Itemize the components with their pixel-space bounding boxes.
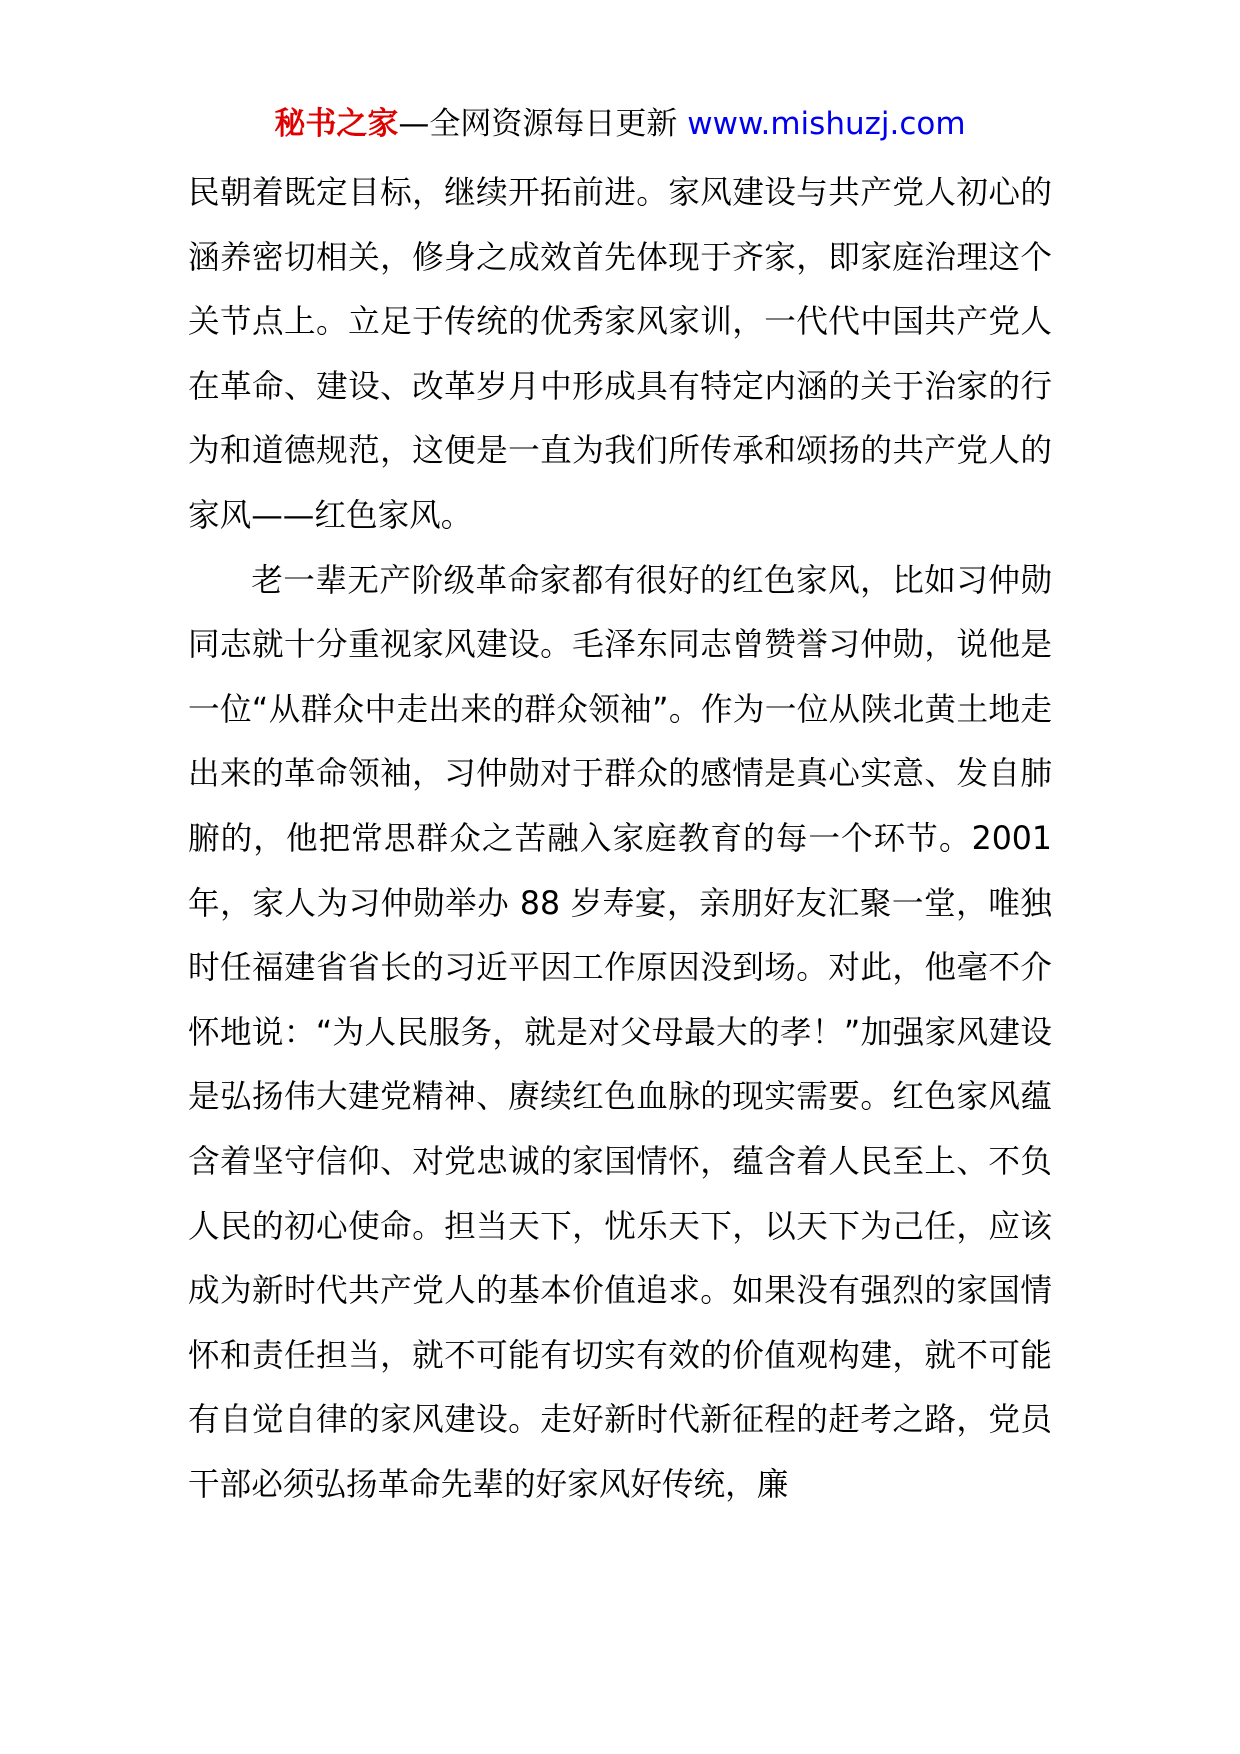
paragraph-1: 民朝着既定目标，继续开拓前进。家风建设与共产党人初心的涵养密切相关，修身之成效首先体现于齐家，即家庭治理这个关节点上。立足于传统的优秀家风家训，一代代中国共产党人在革命、建设、改革岁月中形成具有特定内涵的关于治家的行为和道德规范，这便是一直为我们所传承和颂扬的共产党人的家风——红色家风。 (188, 175, 1052, 534)
page-header (0, 102, 1240, 146)
paragraph-2: 老一辈无产阶级革命家都有很好的红色家风，比如习仲勋同志就十分重视家风建设。毛泽东同志曾赞誉习仲勋，说他是一位“从群众中走出来的群众领袖”。作为一位从陕北黄土地走出来的革命领袖，习仲勋对于群众的感情是真心实意、发自肺腑的，他把常思群众之苦融入家庭教育的每一个环节。2001 年，家人为习仲勋举办 88 岁寿宴，亲朋好友汇聚一堂，唯独时任福建省省长的习近平因工作原因没到场。对此，他毫不介怀地说：“为人民服务，就是对父母最大的孝！”加强家风建设是弘扬伟大建党精神、赓续红色血脉的现实需要。红色家风蕴含着坚守信仰、对党忠诚的家国情怀，蕴含着人民至上、不负人民的初心使命。担当天下，忧乐天下，以天下为己任，应该成为新时代共产党人的基本价值追求。如果没有强烈的家国情怀和责任担当，就不可能有切实有效的价值观构建，就不可能有自觉自律的家风建设。走好新时代新征程的赶考之路，党员干部必须弘扬革命先辈的好家风好传统，廉 (188, 562, 1052, 1503)
document-body (188, 161, 1052, 1517)
header-tagline: —全网资源每日更新 (398, 106, 688, 142)
site-url-link[interactable]: www.mishuzj.com (687, 106, 966, 142)
brand-name: 秘书之家 (274, 106, 399, 142)
